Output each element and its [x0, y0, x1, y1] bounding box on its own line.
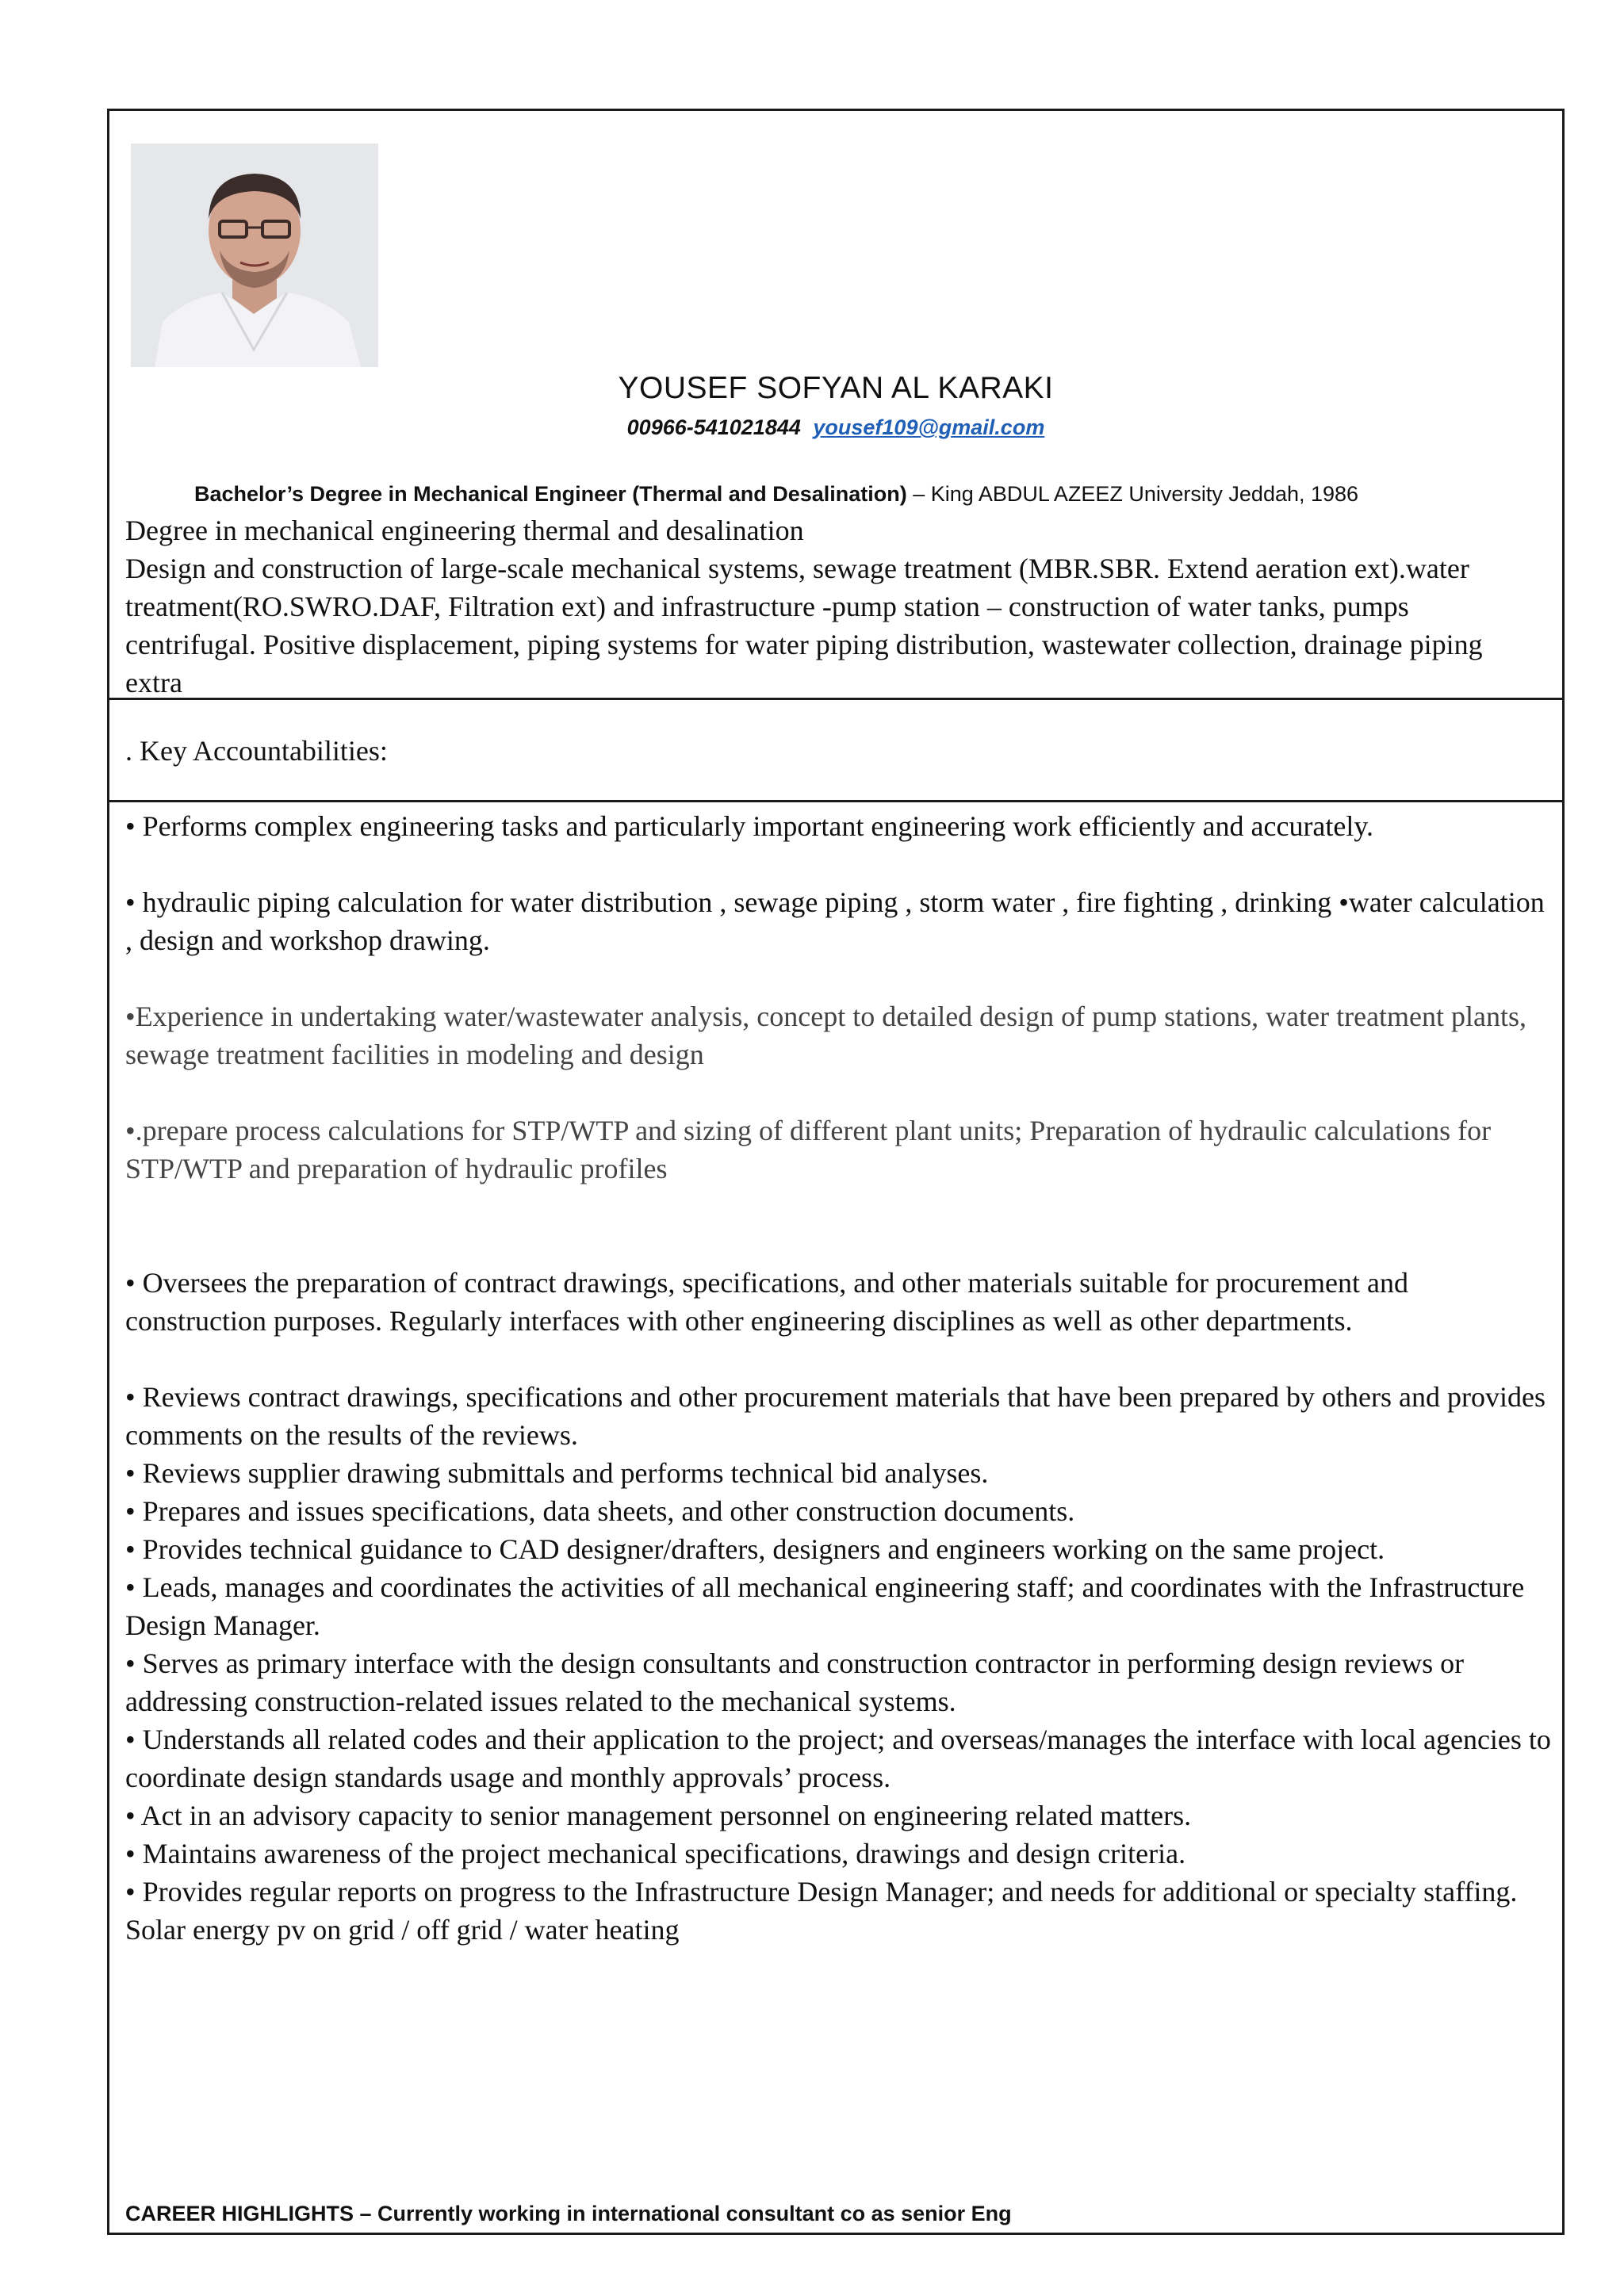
profile-summary — [125, 511, 1545, 702]
duty-item: • Reviews supplier drawing submittals and performs technical bid analyses. — [125, 1457, 989, 1489]
duty-item: •Experience in undertaking water/wastewater analysis, concept to detailed design of pump stations, water treatment plants, sewage treatment facilities in modeling and design — [125, 1001, 1527, 1070]
degree-institution: – King ABDUL AZEEZ University Jeddah, 1986 — [906, 482, 1359, 506]
duty-item: • Provides technical guidance to CAD designer/drafters, designers and engineers working on the same project. — [125, 1533, 1385, 1565]
duty-item: • hydraulic piping calculation for water distribution , sewage piping , storm water , fire fighting , drinking •water calculation , design and workshop drawing. — [125, 886, 1545, 956]
candidate-name: YOUSEF SOFYAN AL KARAKI — [618, 371, 1054, 405]
duty-item: • Performs complex engineering tasks and particularly important engineering work efficiently and accurately. — [125, 810, 1374, 842]
duty-item: • Act in an advisory capacity to senior management personnel on engineering related matters. — [125, 1800, 1192, 1831]
summary-experience: Design and construction of large-scale mechanical systems, sewage treatment (MBR.SBR. Extend aeration ext).water treatment(RO.SWRO.DAF, Filtration ext) and infrastructure -pump station – construction of water tanks, pumps centrifugal. Positive displacement, piping systems for water piping distribution, wastewater collection, drainage piping extra — [125, 553, 1483, 698]
duty-item: • Oversees the preparation of contract drawings, specifications, and other materials suitable for procurement and construction purposes. Regularly interfaces with other engineering disciplines as well as other departments. — [125, 1267, 1408, 1337]
degree-line — [194, 482, 1358, 507]
duty-item: • Leads, manages and coordinates the activities of all mechanical engineering staff; and coordinates with the Infrastructure Design Manager. — [125, 1571, 1525, 1641]
key-accountabilities-heading: . Key Accountabilities: — [125, 735, 388, 767]
section-divider — [109, 800, 1562, 802]
contact-line — [109, 415, 1562, 440]
duty-item: •.prepare process calculations for STP/WTP and sizing of different plant units; Preparation of hydraulic calculations for STP/WTP and preparation of hydraulic profiles — [125, 1115, 1492, 1184]
duty-item: • Prepares and issues specifications, data sheets, and other construction documents. — [125, 1495, 1075, 1527]
profile-photo — [131, 144, 378, 367]
duties-list — [125, 807, 1553, 1949]
section-divider — [109, 698, 1562, 700]
duty-item: • Maintains awareness of the project mechanical specifications, drawings and design criteria. — [125, 1838, 1186, 1869]
degree-title: Bachelor’s Degree in Mechanical Engineer (Thermal and Desalination) — [194, 482, 907, 506]
duty-item: • Understands all related codes and their application to the project; and overseas/manages the interface with local agencies to coordinate design standards usage and monthly approvals’ process. — [125, 1724, 1551, 1793]
duty-item: • Serves as primary interface with the design consultants and construction contractor in performing design reviews or addressing construction-related issues related to the mechanical systems. — [125, 1647, 1465, 1717]
duty-item: • Reviews contract drawings, specifications and other procurement materials that have been prepared by others and provides comments on the results of the reviews. — [125, 1381, 1545, 1451]
duty-item: • Provides regular reports on progress to the Infrastructure Design Manager; and needs for additional or specialty staffing. — [125, 1876, 1518, 1908]
person-portrait-icon — [131, 144, 378, 367]
email-link[interactable]: yousef109@gmail.com — [813, 415, 1045, 439]
career-highlights: CAREER HIGHLIGHTS – Currently working in international consultant co as senior Eng — [125, 2202, 1012, 2225]
summary-degree: Degree in mechanical engineering thermal and desalination — [125, 515, 804, 546]
resume-sheet — [107, 109, 1565, 2235]
solar-energy-line: Solar energy pv on grid / off grid / water heating — [125, 1914, 680, 1946]
phone-number: 00966-541021844 — [626, 415, 801, 439]
